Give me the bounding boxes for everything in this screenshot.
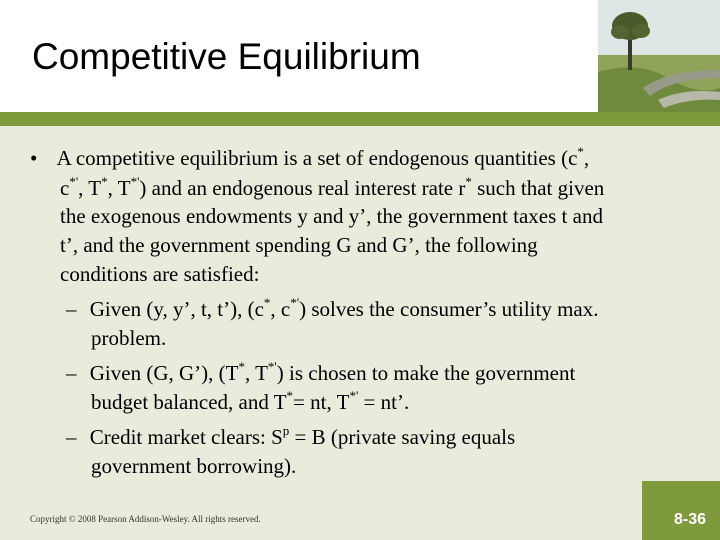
main-bullet-line-1	[30, 146, 589, 171]
sub-bullet-2-line-1	[66, 361, 575, 386]
text-segment: = B (private saving equals	[289, 425, 516, 449]
page-number-box	[642, 481, 720, 540]
title-bar	[0, 0, 598, 112]
superscript: *'	[69, 174, 79, 189]
superscript: *'	[349, 388, 359, 403]
superscript: *	[101, 174, 108, 189]
superscript: *'	[130, 174, 140, 189]
main-bullet-line-5: conditions are satisfied:	[60, 262, 260, 286]
sub-bullet-1-line-2: problem.	[91, 326, 167, 350]
text-segment: budget balanced, and T	[91, 390, 287, 414]
superscript: p	[282, 423, 290, 438]
text-segment: , T	[78, 176, 102, 200]
superscript: *	[238, 359, 245, 374]
text-segment: = nt’.	[358, 390, 410, 414]
text-segment: , T	[244, 361, 268, 385]
sub-bullet-2-line-2	[91, 390, 409, 415]
tree-landscape-image	[598, 0, 720, 112]
superscript: *	[577, 144, 584, 159]
superscript: *	[286, 388, 294, 403]
green-divider	[0, 112, 720, 126]
dash-icon: –	[66, 425, 77, 449]
text-segment: , T	[107, 176, 131, 200]
copyright-footer: Copyright © 2008 Pearson Addison-Wesley. All rights reserved.	[30, 514, 261, 524]
text-segment: , c	[270, 297, 291, 321]
text-segment: Given (G, G’), (T	[89, 361, 239, 385]
text-segment: ) is chosen to make the government	[276, 361, 576, 385]
sub-bullet-3-line-1	[66, 425, 515, 450]
text-segment: = nt, T	[293, 390, 350, 414]
dash-icon: –	[66, 297, 77, 321]
superscript: *'	[267, 359, 277, 374]
main-bullet-line-2	[60, 176, 604, 201]
page-number: 8-36	[673, 511, 706, 528]
dash-icon: –	[66, 361, 77, 385]
text-segment: A competitive equilibrium is a set of endogenous quantities (c	[56, 146, 578, 170]
text-segment: such that given	[471, 176, 605, 200]
sub-bullet-3-line-2: government borrowing).	[91, 454, 297, 478]
text-segment: Given (y, y’, t, t’), (c	[89, 297, 264, 321]
bullet-icon: •	[30, 146, 38, 170]
superscript: *	[465, 174, 472, 189]
slide-title: Competitive Equilibrium	[32, 36, 421, 77]
text-segment: ) solves the consumer’s utility max.	[299, 297, 599, 321]
sub-bullet-1-line-1	[66, 297, 599, 322]
superscript: *	[263, 295, 271, 310]
text-segment: ) and an endogenous real interest rate r	[139, 176, 466, 200]
main-bullet-line-4: t’, and the government spending G and G’, the following	[60, 233, 538, 257]
superscript: *'	[290, 295, 300, 310]
text-segment: Credit market clears: S	[89, 425, 283, 449]
main-bullet-line-3: the exogenous endowments y and y’, the government taxes t and	[60, 204, 603, 228]
text-segment: ,	[583, 146, 590, 170]
text-segment: c	[60, 176, 70, 200]
